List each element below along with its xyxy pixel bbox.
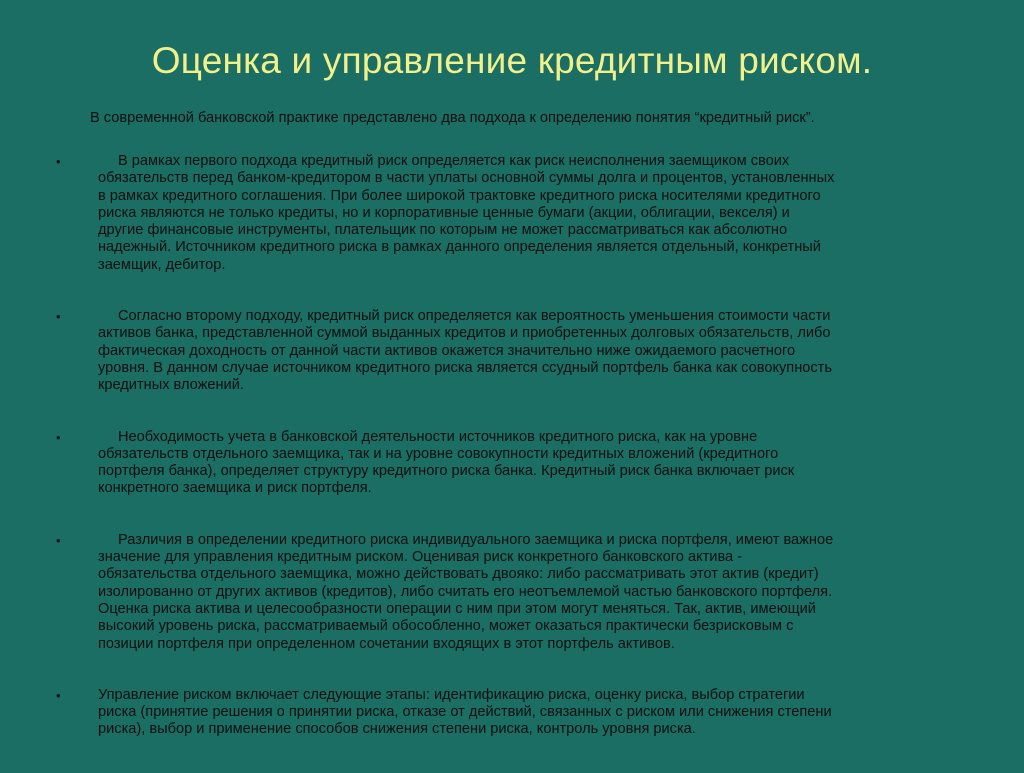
bullet-line: в рамках кредитного соглашения. При более широкой трактовке кредитного риска носителями кредитного <box>98 187 821 204</box>
intro-text: В современной банковской практике представлено два подхода к определению понятия “кредитный риск”. <box>90 110 815 126</box>
bullet-line: уровня. В данном случае источником кредитного риска является ссудный портфель банка как совокупность <box>98 359 832 376</box>
bullet-item <box>56 308 976 394</box>
bullet-line: заемщик, дебитор. <box>98 256 226 273</box>
bullet-line: обязательства отдельного заемщика, можно действовать двояко: либо рассматривать этот актив (кредит) <box>98 566 819 583</box>
bullet-line: конкретного заемщика и риск портфеля. <box>98 480 372 497</box>
bullet-list <box>56 153 976 773</box>
bullet-item <box>56 153 976 274</box>
bullet-marker: • <box>56 429 61 445</box>
bullet-item <box>56 687 976 739</box>
bullet-line: Необходимость учета в банковской деятельности источников кредитного риска, как на уровне <box>118 428 758 445</box>
bullet-line: обязательств перед банком-кредитором в части уплаты основной суммы долга и процентов, установленных <box>98 170 835 187</box>
bullet-marker: • <box>56 309 61 325</box>
bullet-marker: • <box>56 154 61 169</box>
bullet-line: Согласно второму подходу, кредитный риск определяется как вероятность уменьшения стоимости части <box>118 308 831 325</box>
bullet-line: Различия в определении кредитного риска индивидуального заемщика и риска портфеля, имеют важное <box>118 531 834 548</box>
bullet-line: активов банка, представленной суммой выданных кредитов и приобретенных долговых обязательств, либо <box>98 325 831 342</box>
bullet-item <box>56 429 976 498</box>
bullet-line: В рамках первого подхода кредитный риск определяется как риск неисполнения заемщиком своих <box>118 153 790 169</box>
bullet-item <box>56 532 976 653</box>
bullet-line: фактическая доходность от данной части активов окажется значительно ниже ожидаемого расчетного <box>98 342 796 359</box>
slide-title: Оценка и управление кредитным риском. <box>151 40 873 81</box>
bullet-marker: • <box>56 687 61 703</box>
bullet-line: изолированно от других активов (кредитов), либо считать его неотъемлемой частью банковского портфеля. <box>98 583 833 600</box>
bullet-marker: • <box>56 532 61 548</box>
bullet-line: значение для управления кредитным риском. Оценивая риск конкретного банковского актива - <box>98 549 743 566</box>
bullet-line: риска являются не только кредиты, но и корпоративные ценные бумаги (акции, облигации, векселя) и <box>98 204 790 221</box>
bullet-line: портфеля банка), определяет структуру кредитного риска банка. Кредитный риск банка включает риск <box>98 463 795 480</box>
bullet-line: надежный. Источником кредитного риска в рамках данного определения является отдельный, конкретный <box>98 239 821 256</box>
bullet-line: высокий уровень риска, рассматриваемый обособленно, может оказаться практически безрисковым с <box>98 618 794 635</box>
bullet-line: Управление риском включает следующие этапы: идентификацию риска, оценку риска, выбор стратегии <box>98 686 805 703</box>
bullet-line: кредитных вложений. <box>98 377 244 394</box>
bullet-line: другие финансовые инструменты, плательщик по которым не может рассматриваться как абсолютно <box>98 222 788 239</box>
bullet-line: позиции портфеля при определенном сочетании входящих в этот портфель активов. <box>98 635 675 652</box>
bullet-line: обязательств отдельного заемщика, так и на уровне совокупности кредитных вложений (кредитного <box>98 445 779 462</box>
bullet-line: риска), выбор и применение способов снижения степени риска, контроль уровня риска. <box>98 721 696 738</box>
bullet-line: Оценка риска актива и целесообразности операции с ним при этом могут меняться. Так, актив, имеющий <box>98 600 816 617</box>
bullet-line: риска (принятие решения о принятии риска, отказе от действий, связанных с риском или снижения степени <box>98 704 832 721</box>
